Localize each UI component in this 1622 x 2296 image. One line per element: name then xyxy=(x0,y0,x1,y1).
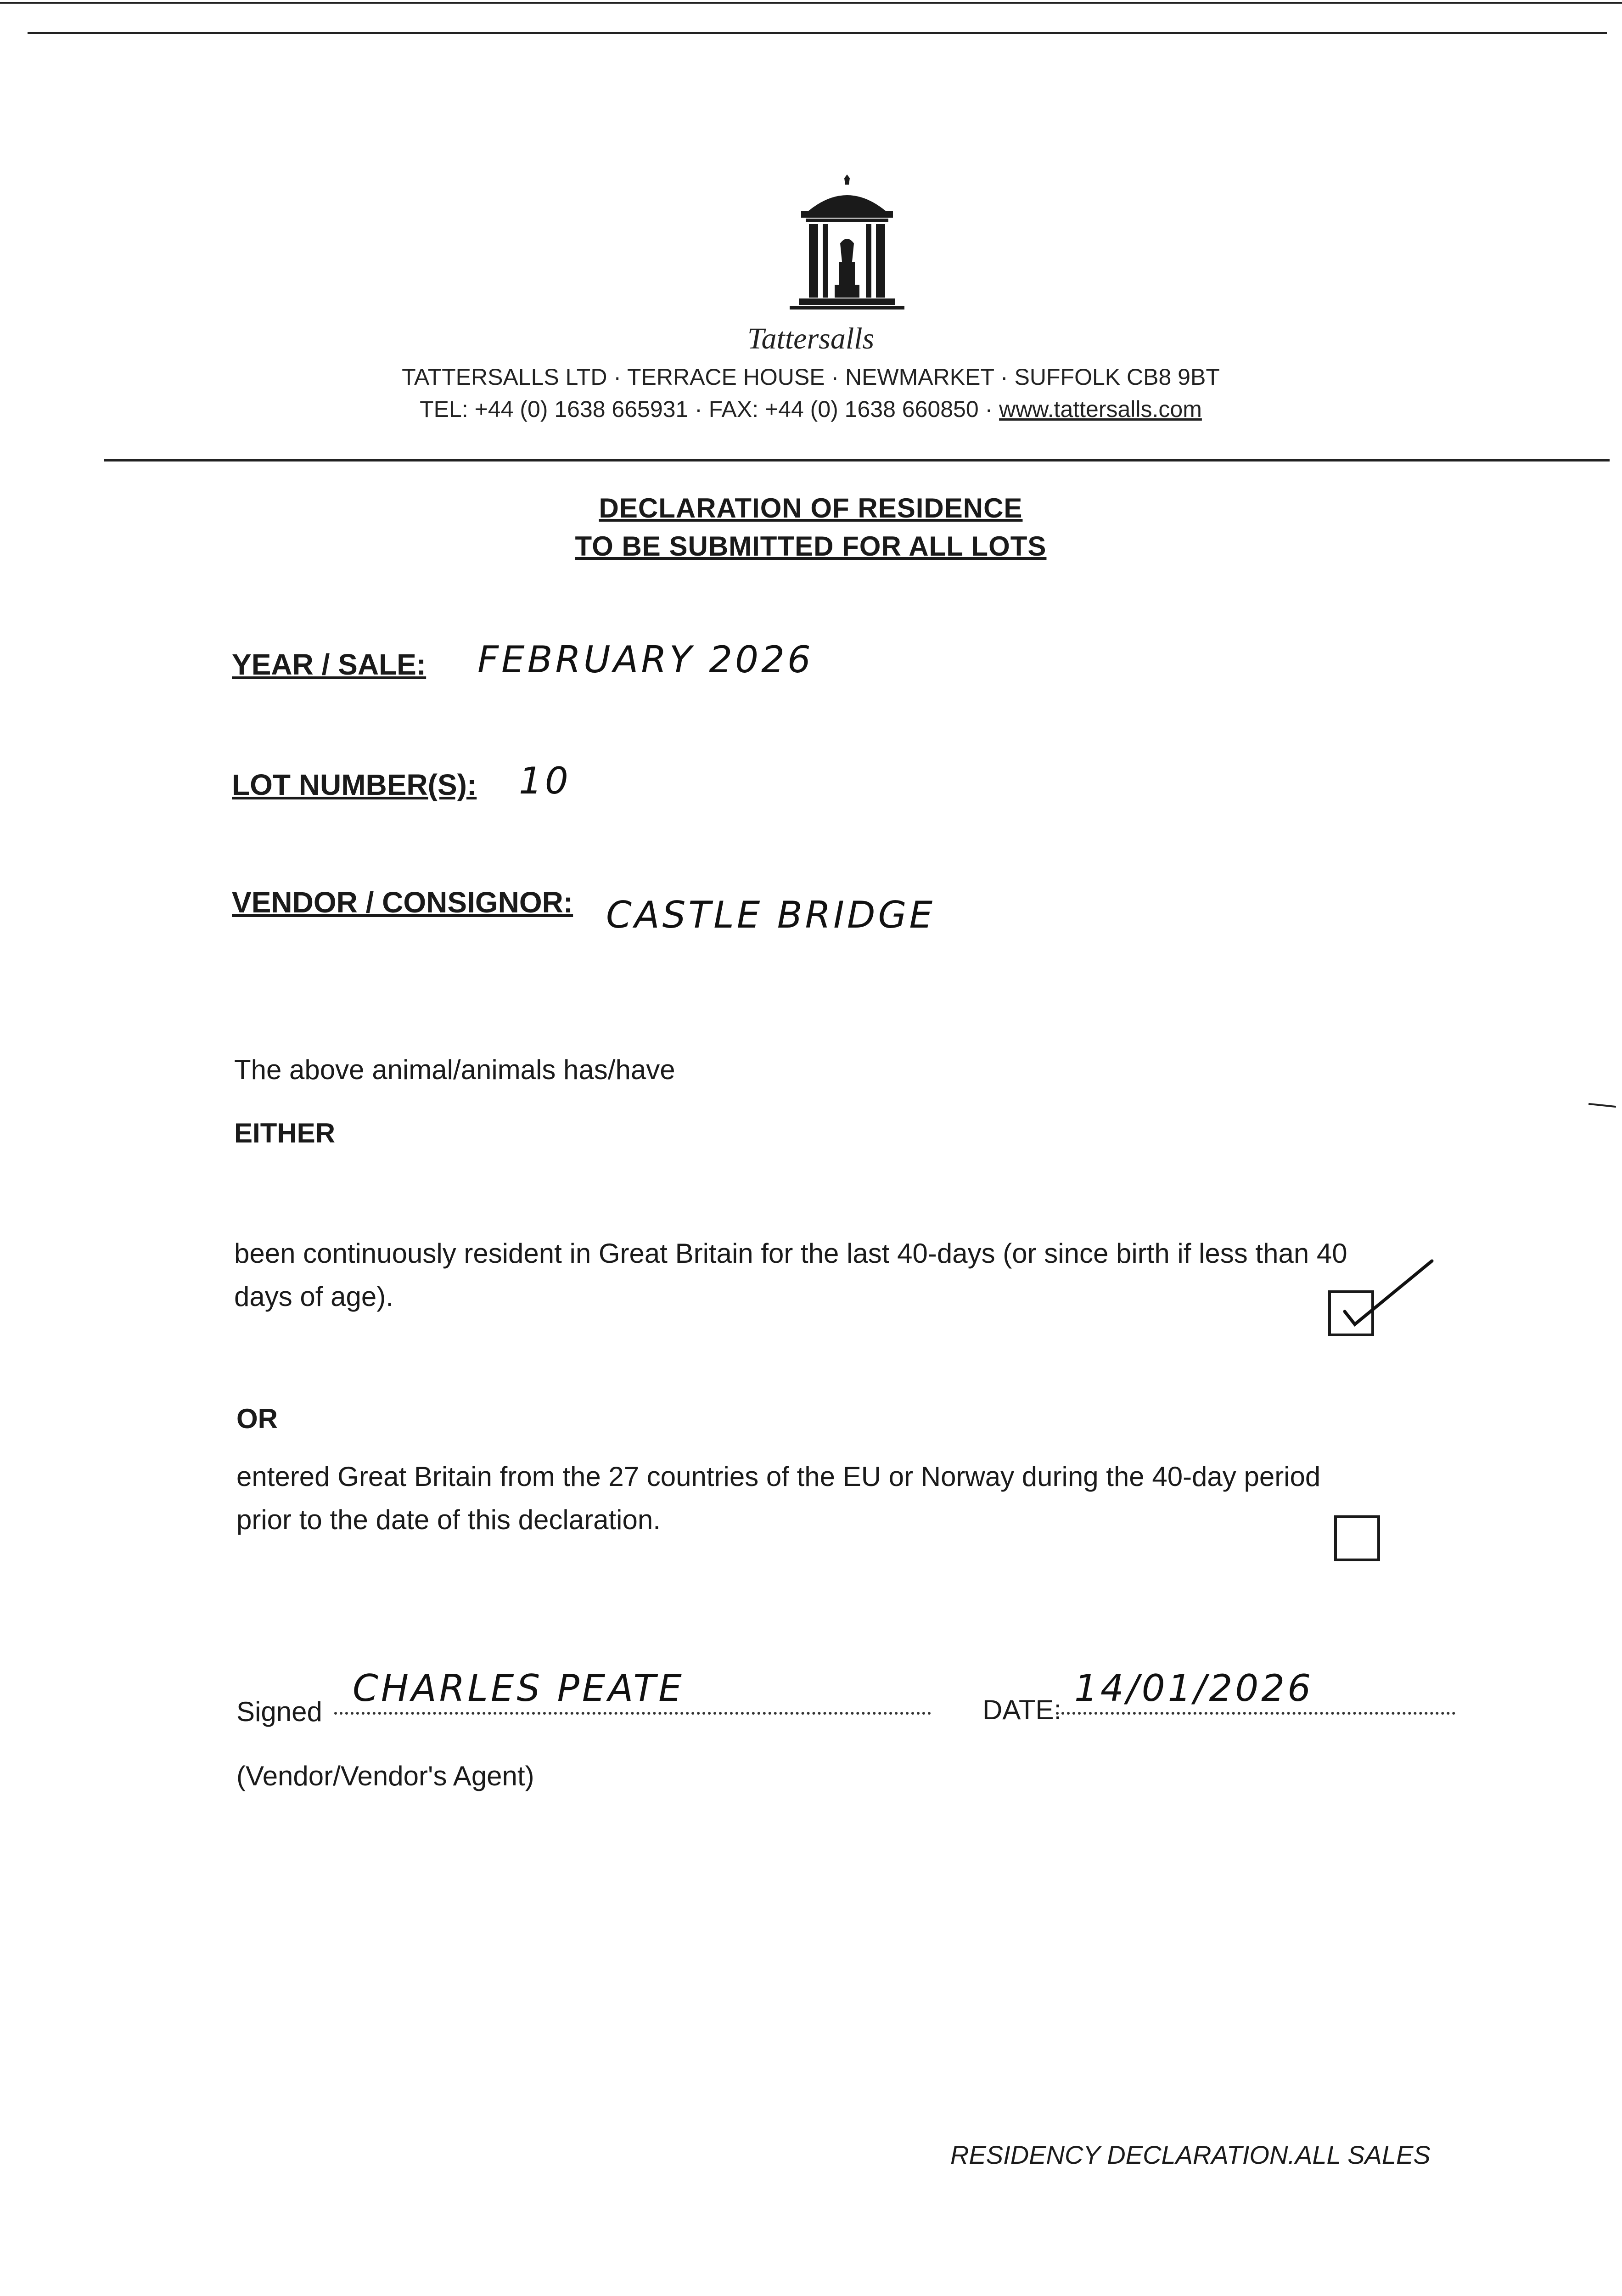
contact-text: TEL: +44 (0) 1638 665931 · FAX: +44 (0) 1638 660850 · xyxy=(420,396,999,422)
website-link[interactable]: www.tattersalls.com xyxy=(999,396,1202,422)
option-2-checkbox[interactable] xyxy=(1334,1515,1380,1561)
top-border-line xyxy=(0,2,1622,4)
address-line: TATTERSALLS LTD · TERRACE HOUSE · NEWMARKET · SUFFOLK CB8 9BT xyxy=(402,364,1220,390)
lot-number-value[interactable]: 10 xyxy=(519,760,571,802)
check-mark-icon xyxy=(1326,1243,1446,1325)
option-2-line-1: entered Great Britain from the 27 countries of the EU or Norway during the 40-day period xyxy=(236,1461,1321,1492)
vendor-label: VENDOR / CONSIGNOR: xyxy=(232,886,573,919)
lot-number-label: LOT NUMBER(S): xyxy=(232,768,477,801)
either-label: EITHER xyxy=(234,1118,336,1148)
title-line-2: TO BE SUBMITTED FOR ALL LOTS xyxy=(575,531,1047,562)
footer-text: RESIDENCY DECLARATION.ALL SALES xyxy=(950,2140,1431,2169)
vendor-value[interactable]: CASTLE BRIDGE xyxy=(606,894,935,936)
signature-line[interactable] xyxy=(334,1667,931,1715)
title-line-1: DECLARATION OF RESIDENCE xyxy=(599,493,1023,523)
year-sale-label: YEAR / SALE: xyxy=(232,648,427,681)
date-value: 14/01/2026 xyxy=(1074,1667,1314,1710)
option-2-line-2: prior to the date of this declaration. xyxy=(236,1504,661,1535)
year-sale-value[interactable]: FEBRUARY 2026 xyxy=(477,638,814,681)
vendor-role: (Vendor/Vendor's Agent) xyxy=(236,1761,534,1791)
brand-name: Tattersalls xyxy=(747,322,875,355)
header-divider xyxy=(104,459,1610,461)
or-label: OR xyxy=(236,1403,278,1434)
date-line[interactable] xyxy=(1056,1667,1455,1715)
option-1-line-1: been continuously resident in Great Britain for the last 40-days (or since birth if less than 40 xyxy=(234,1238,1347,1269)
top-rule xyxy=(28,32,1607,34)
margin-mark xyxy=(1588,1103,1616,1108)
signed-label: Signed xyxy=(236,1696,322,1727)
signature-value: CHARLES PEATE xyxy=(353,1667,685,1710)
intro-text: The above animal/animals has/have xyxy=(234,1054,675,1085)
date-label: DATE: xyxy=(982,1694,1062,1725)
contact-line xyxy=(352,396,1270,422)
option-1-checkbox[interactable] xyxy=(1328,1290,1374,1336)
tattersalls-cupola-fox-icon xyxy=(780,170,914,326)
option-1-line-2: days of age). xyxy=(234,1281,393,1312)
